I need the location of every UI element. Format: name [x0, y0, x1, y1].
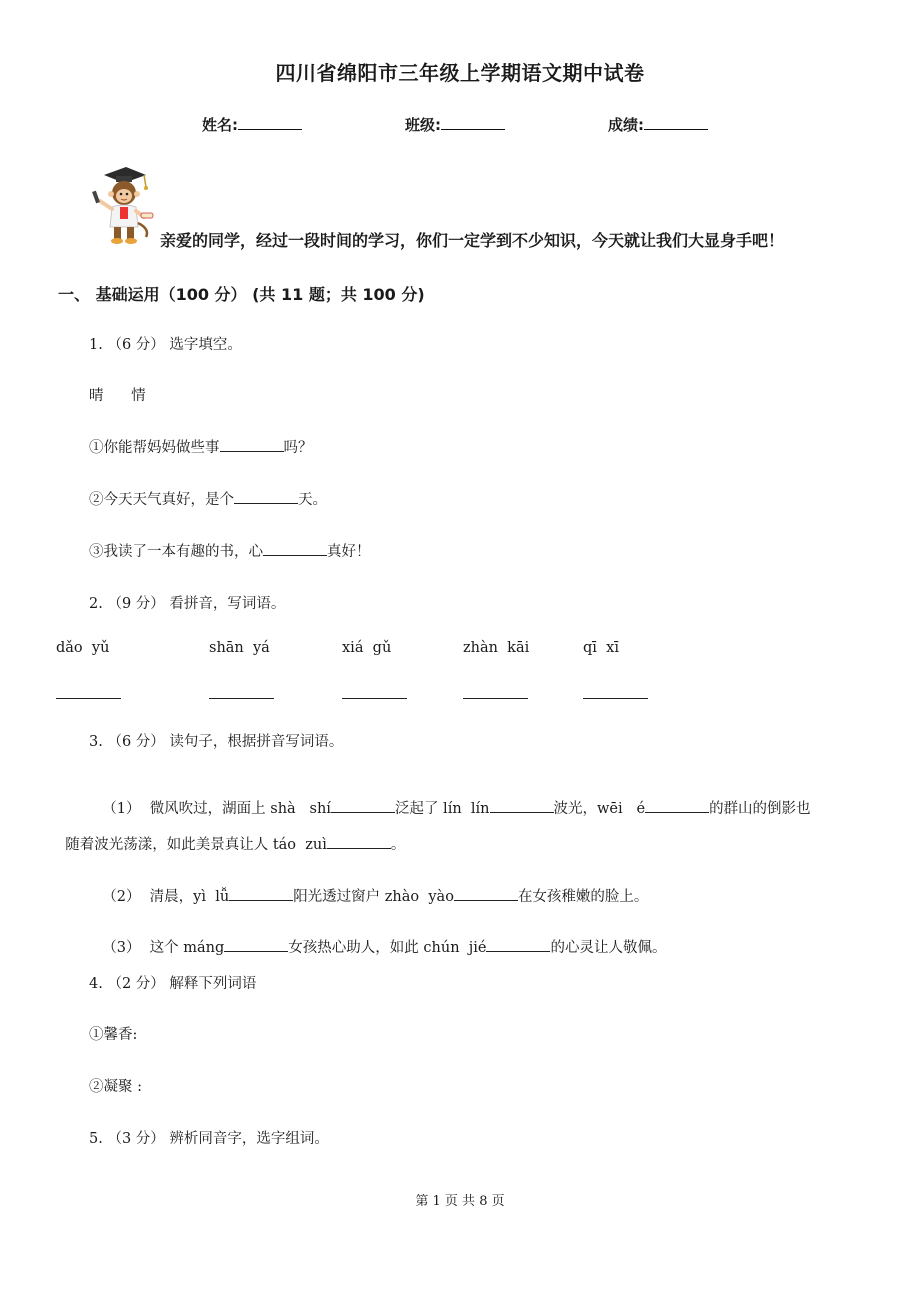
answer-blank[interactable] — [486, 938, 550, 952]
sentence-text: 随着波光荡漾，如此美景真让人 táo zuì — [65, 837, 327, 853]
question-3-sentence-1-line-2 — [56, 817, 405, 854]
answer-blank[interactable] — [645, 799, 709, 813]
question-4-item-1: ①馨香: — [89, 1027, 138, 1043]
sentence-text: 的群山的倒影也 — [709, 801, 811, 817]
sentence-text: 的心灵让人敬佩。 — [550, 940, 667, 956]
answer-line-1[interactable] — [56, 698, 121, 699]
answer-blank[interactable] — [490, 799, 554, 813]
question-1-item-3 — [89, 540, 371, 561]
answer-line-3[interactable] — [342, 698, 407, 699]
item-text: 天。 — [298, 492, 327, 508]
item-text: 吗？ — [283, 440, 313, 456]
score-field[interactable] — [608, 114, 708, 135]
section-header: 一、 基础运用（100 分） (共 11 题；共 100 分) — [58, 285, 425, 304]
sentence-text: （3） 这个 máng — [102, 940, 225, 956]
item-text: ②今天天气真好，是个 — [89, 492, 234, 508]
mascot-graduate-icon — [86, 163, 158, 245]
answer-blank[interactable] — [234, 490, 298, 504]
answer-line-4[interactable] — [463, 698, 528, 699]
name-field[interactable] — [202, 114, 302, 135]
page-footer: 第 1 页 共 8 页 — [415, 1194, 505, 1209]
sentence-text: 在女孩稚嫩的脸上。 — [517, 889, 649, 905]
sentence-text: 波光，wēi é — [553, 801, 646, 817]
question-2-head: 2. （9 分） 看拼音，写词语。 — [89, 596, 286, 612]
answer-blank[interactable] — [331, 799, 395, 813]
pinyin-4: zhàn kāi — [463, 640, 530, 656]
item-text: ③我读了一本有趣的书，心 — [89, 544, 263, 560]
answer-blank[interactable] — [229, 887, 293, 901]
question-4-item-2: ②凝聚 : — [89, 1079, 142, 1095]
pinyin-1: dǎo yǔ — [56, 640, 110, 656]
intro-text: 亲爱的同学，经过一段时间的学习，你们一定学到不少知识，今天就让我们大显身手吧！ — [160, 231, 785, 250]
sentence-text: 泛起了 lín lín — [394, 801, 490, 817]
pinyin-2: shān yá — [209, 640, 270, 656]
question-3-sentence-3 — [93, 920, 666, 957]
question-3-sentence-1-line-1 — [93, 781, 811, 818]
sentence-text: 。 — [390, 837, 406, 853]
answer-blank[interactable] — [263, 542, 327, 556]
class-label: 班级: — [405, 116, 441, 134]
sentence-text: 女孩热心助人，如此 chún jié — [288, 940, 487, 956]
name-blank[interactable] — [238, 115, 302, 130]
question-1-head: 1. （6 分） 选字填空。 — [89, 337, 242, 353]
class-blank[interactable] — [441, 115, 505, 130]
item-text: ①你能帮妈妈做些事 — [89, 440, 220, 456]
answer-line-2[interactable] — [209, 698, 274, 699]
name-label: 姓名: — [202, 116, 238, 134]
sentence-text: （1） 微风吹过，湖面上 shà shí — [102, 801, 331, 817]
question-4-head: 4. （2 分） 解释下列词语 — [89, 976, 257, 992]
answer-blank[interactable] — [220, 438, 284, 452]
question-5-head: 5. （3 分） 辨析同音字，选字组词。 — [89, 1131, 329, 1147]
pinyin-5: qī xī — [583, 640, 619, 656]
item-text: 真好！ — [327, 544, 371, 560]
score-label: 成绩: — [608, 116, 644, 134]
sentence-text: （2） 清晨，yì lǚ — [102, 889, 230, 905]
question-1-item-2 — [89, 488, 327, 509]
answer-blank[interactable] — [224, 938, 288, 952]
pinyin-3: xiá gǔ — [342, 640, 392, 656]
score-blank[interactable] — [644, 115, 708, 130]
page-title: 四川省绵阳市三年级上学期语文期中试卷 — [275, 61, 645, 85]
question-1-options: 晴 情 — [89, 388, 146, 404]
answer-blank[interactable] — [454, 887, 518, 901]
class-field[interactable] — [405, 114, 505, 135]
sentence-text: 阳光透过窗户 zhào yào — [293, 889, 454, 905]
answer-blank[interactable] — [327, 835, 391, 849]
answer-line-5[interactable] — [583, 698, 648, 699]
question-3-sentence-2 — [93, 869, 648, 906]
question-3-head: 3. （6 分） 读句子，根据拼音写词语。 — [89, 734, 344, 750]
question-1-item-1 — [89, 436, 313, 457]
